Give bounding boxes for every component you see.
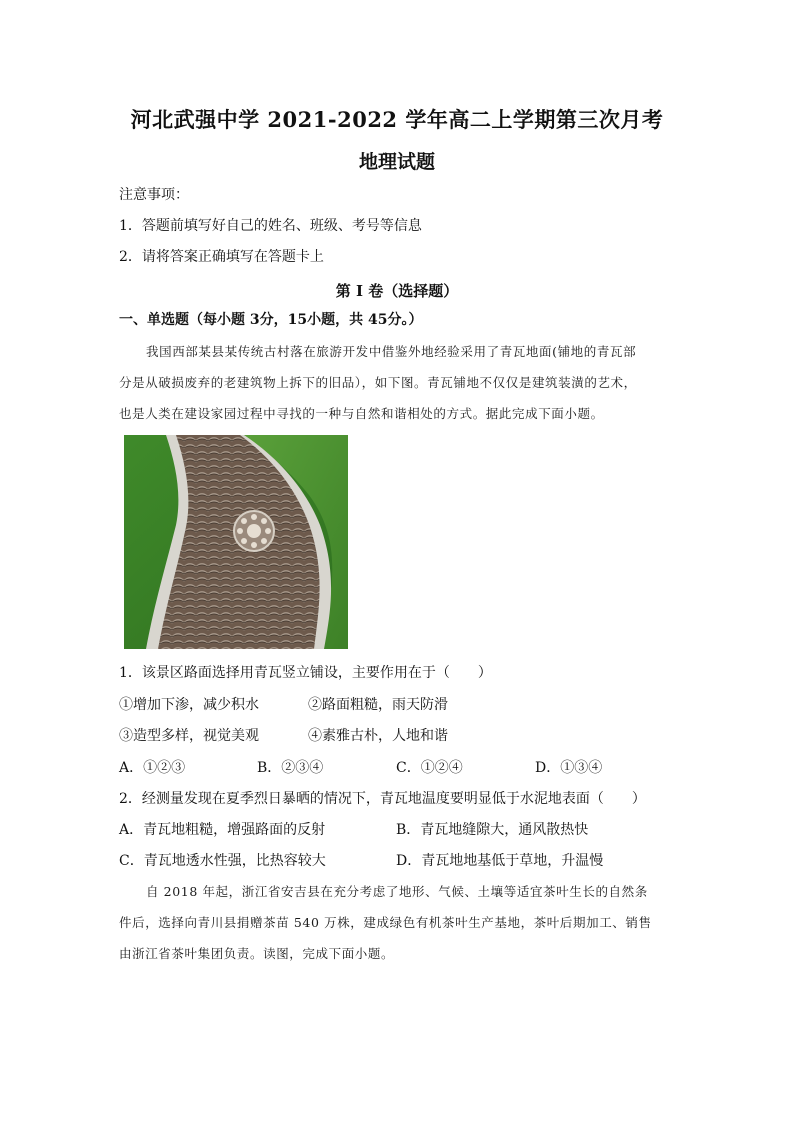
exam-subtitle: 地理试题 bbox=[358, 151, 435, 173]
volume-heading: 第 I 卷（选择题） bbox=[335, 282, 459, 300]
q2-option-b: B．青瓦地缝隙大，通风散热快 bbox=[396, 822, 589, 838]
q1-option-c: C．①②④ bbox=[396, 760, 463, 776]
notes-heading: 注意事项： bbox=[119, 187, 189, 203]
passage1-line-1: 我国西部某县某传统古村落在旅游开发中借鉴外地经验采用了青瓦地面(铺地的青瓦部 bbox=[146, 344, 637, 359]
passage1-line-2: 分是从破损废弃的老建筑物上拆下的旧品），如下图。青瓦铺地不仅仅是建筑装潢的艺术， bbox=[119, 375, 637, 390]
tile-path-illustration bbox=[124, 435, 348, 649]
q1-statement-3: ③造型多样，视觉美观 bbox=[119, 728, 259, 744]
q2-option-a: A．青瓦地粗糙，增强路面的反射 bbox=[119, 822, 326, 838]
q2-stem: 2．经测量发现在夏季烈日暴晒的情况下，青瓦地温度要明显低于水泥地表面（ ） bbox=[119, 791, 646, 807]
q1-option-b: B．②③④ bbox=[257, 760, 324, 776]
passage2-line-2: 件后，选择向青川县捐赠茶苗 540 万株，建成绿色有机茶叶生产基地，茶叶后期加工、销售 bbox=[119, 915, 652, 930]
q2-option-d: D．青瓦地地基低于草地，升温慢 bbox=[396, 853, 604, 869]
q1-stem: 1．该景区路面选择用青瓦竖立铺设，主要作用在于（ ） bbox=[119, 665, 492, 681]
part-heading: 一、单选题（每小题 3分，15小题，共 45分。） bbox=[119, 312, 423, 328]
passage2-line-3: 由浙江省茶叶集团负责。读图，完成下面小题。 bbox=[119, 946, 395, 961]
passage1-line-3: 也是人类在建设家园过程中寻找的一种与自然和谐相处的方式。据此完成下面小题。 bbox=[119, 406, 604, 421]
q1-option-a: A．①②③ bbox=[119, 760, 186, 776]
q1-statement-2: ②路面粗糙，雨天防滑 bbox=[308, 697, 448, 713]
tile-path-photo bbox=[124, 435, 348, 649]
q1-statement-4: ④素雅古朴，人地和谐 bbox=[308, 728, 448, 744]
q1-statement-1: ①增加下渗，减少积水 bbox=[119, 697, 259, 713]
q2-option-c: C．青瓦地透水性强，比热容较大 bbox=[119, 853, 326, 869]
exam-title: 河北武强中学 2021-2022 学年高二上学期第三次月考 bbox=[130, 107, 664, 132]
q1-option-d: D．①③④ bbox=[535, 760, 603, 776]
note-item-1: 1．答题前填写好自己的姓名、班级、考号等信息 bbox=[119, 218, 422, 234]
note-item-2: 2．请将答案正确填写在答题卡上 bbox=[119, 249, 324, 265]
passage2-line-1: 自 2018 年起，浙江省安吉县在充分考虑了地形、气候、土壤等适宜茶叶生长的自然条 bbox=[146, 884, 648, 899]
